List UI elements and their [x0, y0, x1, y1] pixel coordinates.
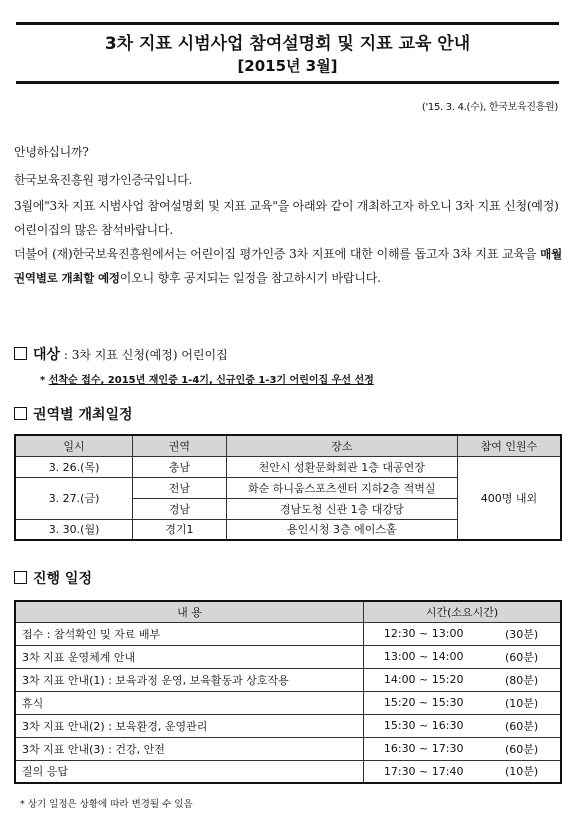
cell-content: 3차 지표 안내(2) : 보육환경, 운영관리 [15, 714, 364, 737]
region-schedule-table [14, 434, 562, 541]
table-header-row [15, 601, 561, 622]
body-paragraph-1: 3월에"3차 지표 시범사업 참여설명회 및 지표 교육"을 아래와 같이 개최하고자 하오니 3차 지표 신청(예정) 어린이집의 많은 참석바랍니다. [14, 199, 559, 237]
program-table [14, 600, 562, 784]
cell-time: 15:30 ~ 16:30 [364, 714, 484, 737]
checkbox-square-icon [14, 347, 27, 360]
cell-place: 화순 하니움스포츠센터 지하2층 적벽실 [226, 477, 457, 498]
footnote: * 상기 일정은 상황에 따라 변경될 수 있음 [20, 799, 193, 810]
cell-duration: (10분) [483, 691, 561, 714]
body2-bold: 매월 권역별로 개최할 예정 [14, 247, 562, 285]
body-paragraph-2 [14, 242, 562, 290]
cell-place: 용인시청 3층 에이스홀 [226, 519, 457, 540]
body2-text-a: 더불어 (재)한국보육진흥원에서는 어린이집 평가인증 3차 지표에 대한 이해를 돕고자 3차 지표 교육을 [14, 247, 541, 261]
target-heading: 대상 [33, 347, 61, 363]
table-row [15, 668, 561, 691]
cell-date: 3. 26.(목) [15, 456, 133, 477]
table-row [15, 691, 561, 714]
cell-content: 3차 지표 안내(3) : 건강, 안전 [15, 737, 364, 760]
cell-duration: (10분) [483, 760, 561, 783]
table-row [15, 456, 561, 477]
cell-date: 3. 27.(금) [15, 477, 133, 519]
cell-capacity: 400명 내외 [457, 456, 561, 540]
section-target [14, 344, 228, 364]
col-header-region: 권역 [133, 435, 227, 456]
cell-region: 전남 [133, 477, 227, 498]
cell-place: 경남도청 신관 1층 대강당 [226, 498, 457, 519]
cell-content: 3차 지표 안내(1) : 보육과정 운영, 보육활동과 상호작용 [15, 668, 364, 691]
col-header-time: 시간(소요시간) [364, 601, 561, 622]
table-row [15, 714, 561, 737]
cell-region: 경기1 [133, 519, 227, 540]
table-row [15, 737, 561, 760]
col-header-content: 내 용 [15, 601, 364, 622]
cell-time: 17:30 ~ 17:40 [364, 760, 484, 783]
table-row [15, 645, 561, 668]
cell-duration: (60분) [483, 645, 561, 668]
cell-time: 13:00 ~ 14:00 [364, 645, 484, 668]
cell-duration: (30분) [483, 622, 561, 645]
body2-text-b: 이오니 향후 공지되는 일정을 참고하시기 바랍니다. [119, 271, 381, 285]
checkbox-square-icon [14, 407, 27, 420]
cell-duration: (60분) [483, 714, 561, 737]
cell-date: 3. 30.(월) [15, 519, 133, 540]
table-header-row [15, 435, 561, 456]
table-row [15, 760, 561, 783]
target-text: : 3차 지표 신청(예정) 어린이집 [60, 348, 228, 362]
dateline: ('15. 3. 4.(수), 한국보육진흥원) [421, 102, 558, 113]
cell-content: 접수 : 참석확인 및 자료 배부 [15, 622, 364, 645]
col-header-capacity: 참여 인원수 [457, 435, 561, 456]
cell-region: 경남 [133, 498, 227, 519]
document-subtitle: [2015년 3월] [237, 57, 338, 75]
cell-content: 휴식 [15, 691, 364, 714]
cell-content: 3차 지표 운영체계 안내 [15, 645, 364, 668]
cell-place: 천안시 성환문화회관 1층 대공연장 [226, 456, 457, 477]
section-region [14, 404, 133, 424]
intro-line: 한국보육진흥원 평가인증국입니다. [14, 173, 193, 187]
cell-time: 12:30 ~ 13:00 [364, 622, 484, 645]
cell-duration: (80분) [483, 668, 561, 691]
greeting: 안녕하십니까? [14, 145, 89, 159]
cell-duration: (60분) [483, 737, 561, 760]
section-program [14, 568, 92, 588]
cell-time: 14:00 ~ 15:20 [364, 668, 484, 691]
table-row [15, 622, 561, 645]
document-title: 3차 지표 시범사업 참여설명회 및 지표 교육 안내 [104, 34, 471, 54]
target-note [40, 371, 374, 386]
target-note-text: 선착순 접수, 2015년 재인증 1-4기, 신규인증 1-3기 어린이집 우선 선정 [48, 375, 374, 386]
target-note-prefix: * [40, 375, 49, 386]
cell-content: 질의 응답 [15, 760, 364, 783]
program-heading: 진행 일정 [33, 571, 92, 587]
title-box [16, 22, 559, 84]
cell-time: 16:30 ~ 17:30 [364, 737, 484, 760]
col-header-date: 일시 [15, 435, 133, 456]
checkbox-square-icon [14, 571, 27, 584]
cell-region: 충남 [133, 456, 227, 477]
cell-time: 15:20 ~ 15:30 [364, 691, 484, 714]
region-heading: 권역별 개최일정 [33, 407, 133, 423]
col-header-place: 장소 [226, 435, 457, 456]
